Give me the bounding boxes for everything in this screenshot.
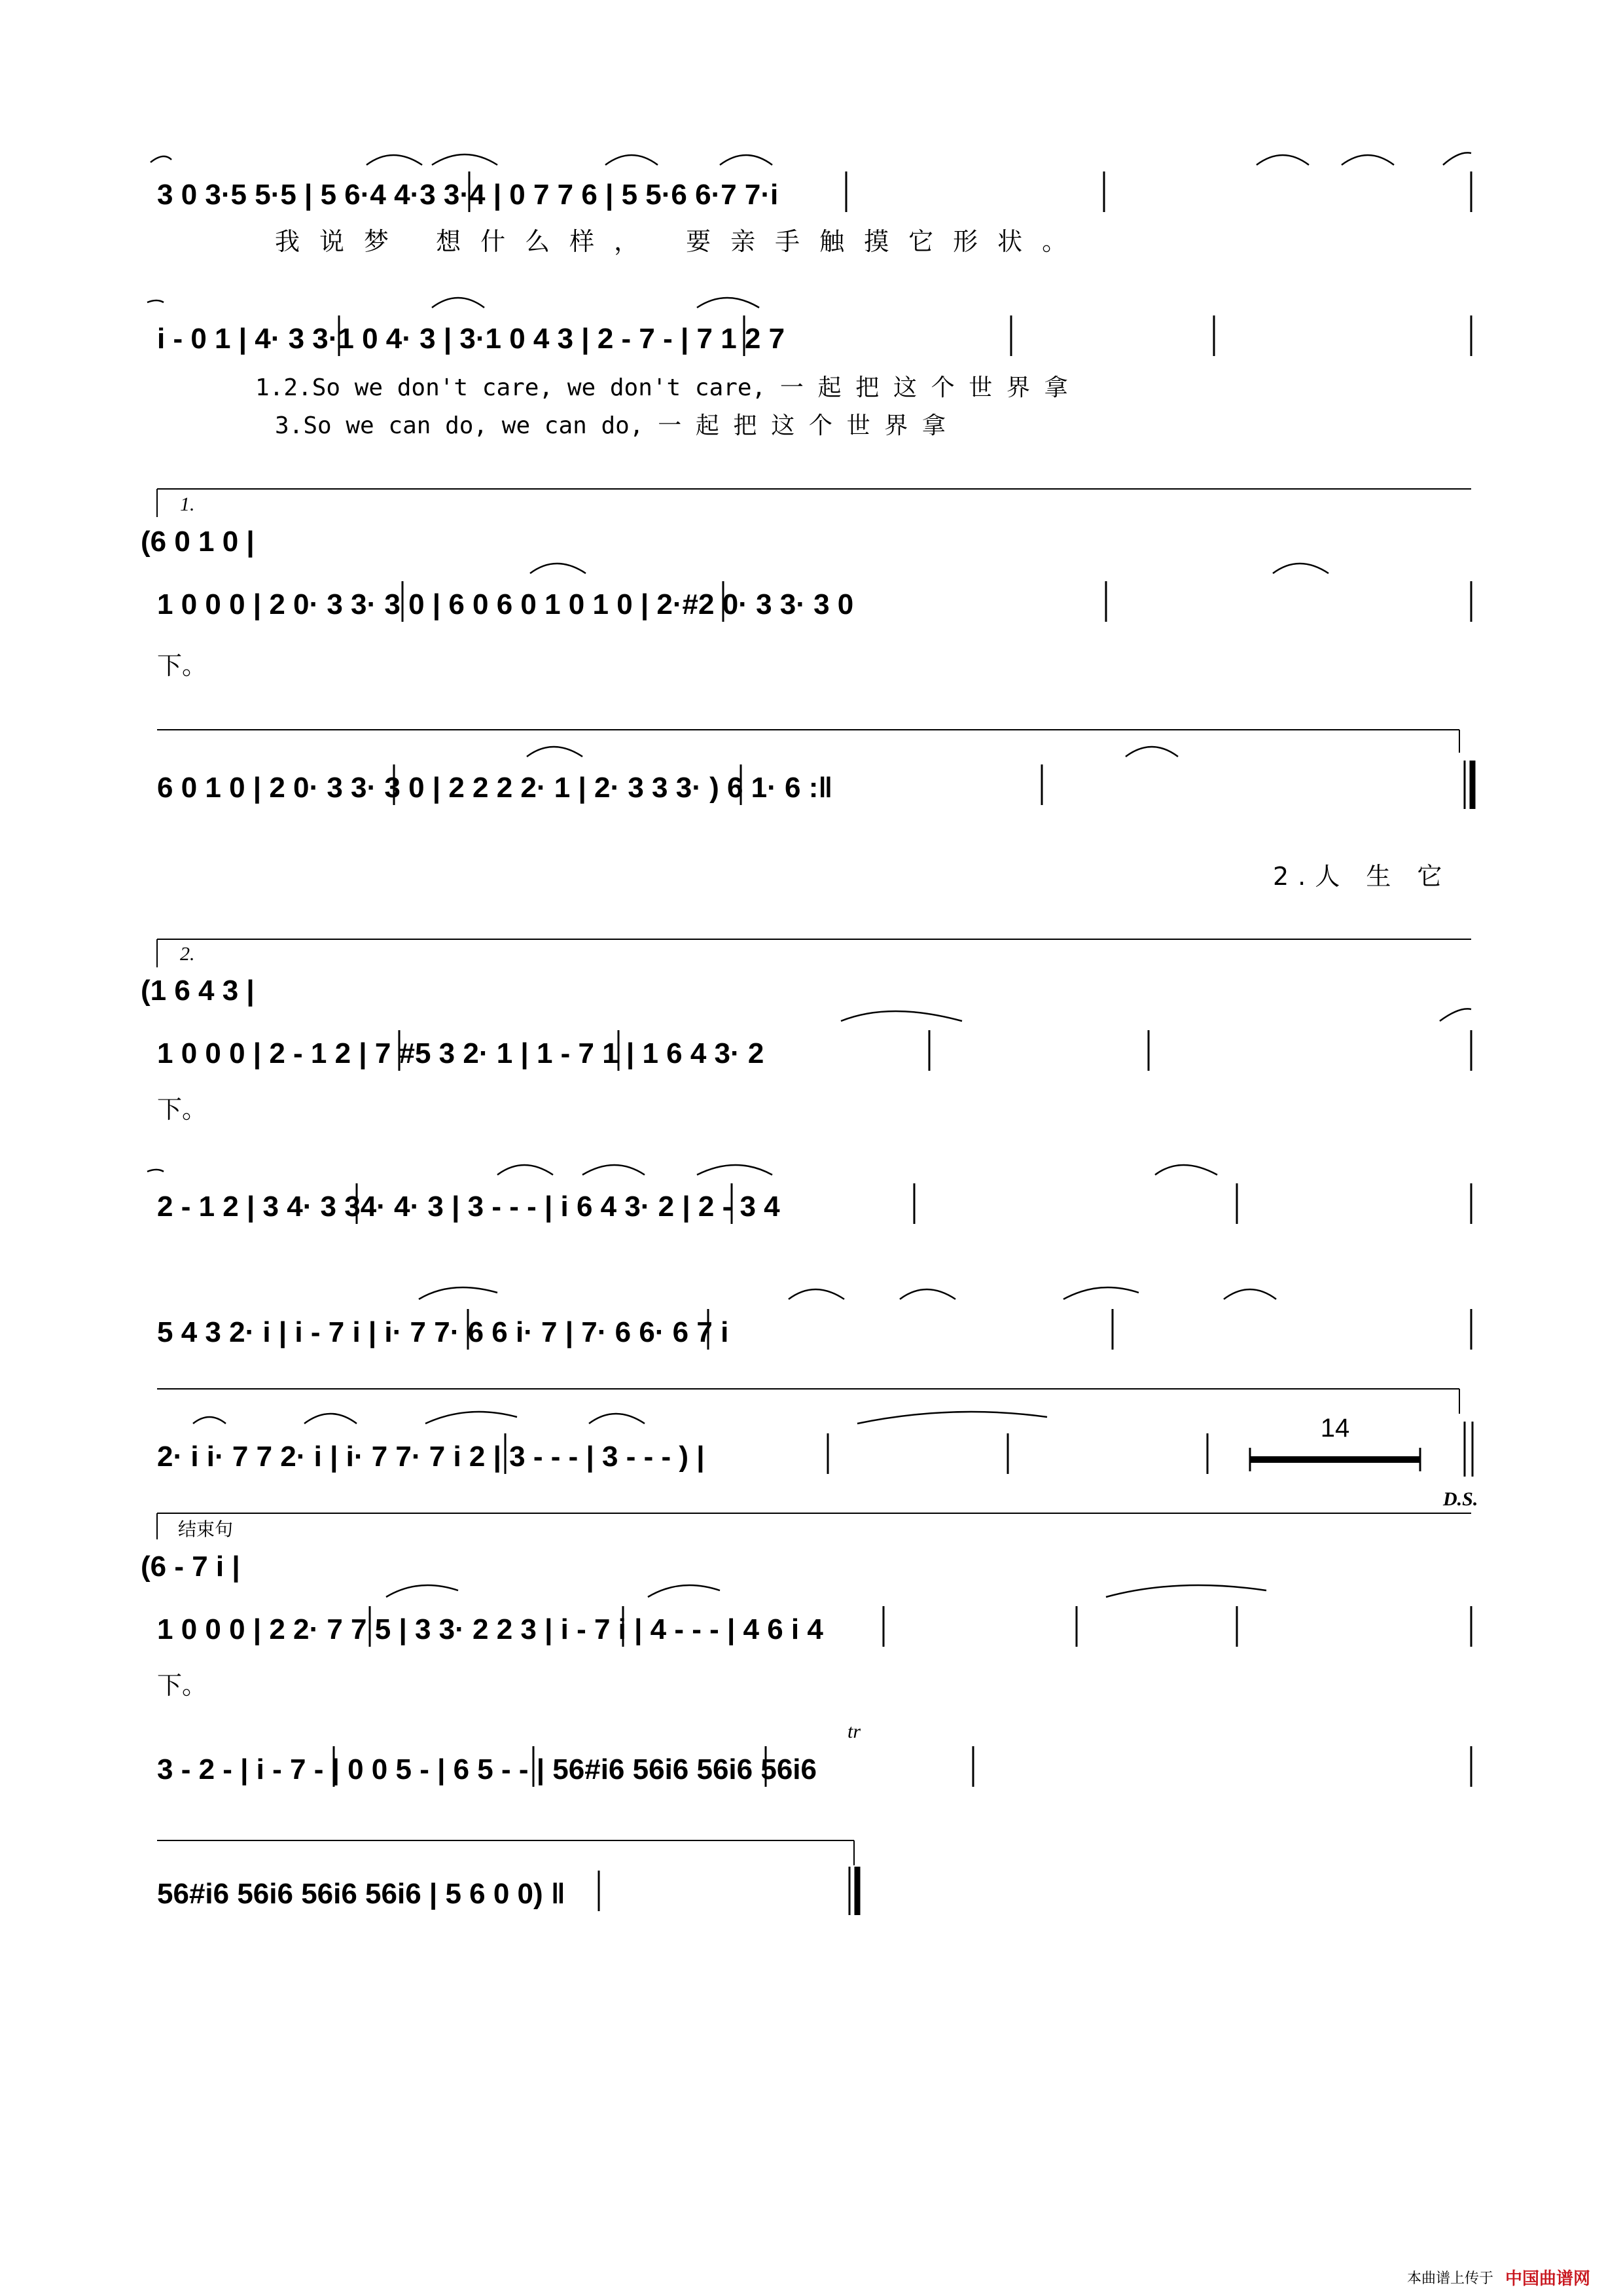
notes-row-10: 3 - 2 - | i - 7 - | 0 0 5 - | 6 5 - - | 56#i6 56i6 56i6 56i6: [157, 1753, 817, 1785]
lyrics-row-5: 下。: [157, 1095, 207, 1124]
footer: [1407, 2269, 1590, 2289]
lyrics-row-3: 下。: [157, 651, 207, 680]
trill-mark: tr: [847, 1721, 861, 1742]
volta-1-label: 1.: [180, 493, 195, 515]
system-6: [147, 1165, 1471, 1224]
notes-row-8: 2· i i· 7 7 2· i | i· 7 7· 7 i 2 | 3 - - - | 3 - - - ) |: [157, 1441, 705, 1473]
system-8: [157, 1389, 1478, 1510]
system-10: [157, 1721, 1471, 1787]
system-11: [157, 1840, 857, 1915]
multirest-count: 14: [1320, 1414, 1350, 1443]
lyrics-row-9: 下。: [157, 1671, 207, 1700]
lyrics-row-2b: 3.So we can do, we can do, 一 起 把 这 个 世 界 拿: [275, 412, 946, 439]
footer-brand: 中国曲谱网: [1505, 2269, 1591, 2289]
lyrics-row-4: 2.人 生 它: [1273, 862, 1452, 891]
notes-row-9b: 1 0 0 0 | 2 2· 7 7 5 | 3 3· 2 2 3 | i - 7 i | 4 - - - | 4 6 i 4: [157, 1613, 823, 1645]
notes-row-6: 2 - 1 2 | 3 4· 3 34· 4· 3 | 3 - - - | i 6 4 3· 2 | 2 - 3 4: [157, 1191, 780, 1223]
notes-row-5b: 1 0 0 0 | 2 - 1 2 | 7 #5 3 2· 1 | 1 - 7 1 | 1 6 4 3· 2: [157, 1037, 764, 1069]
system-2: [147, 298, 1471, 439]
notes-row-2: i - 0 1 | 4· 3 3·1 0 4· 3 | 3·1 0 4 3 | 2 - 7 - | 7 1 2 7: [157, 323, 785, 355]
notes-row-4: 6 0 1 0 | 2 0· 3 3· 3 0 | 2 2 2 2· 1 | 2· 3 3 3· ) 6 1· 6 :‖: [157, 772, 833, 804]
ending-label: 结束句: [178, 1519, 234, 1539]
notes-row-5a: (1 6 4 3 |: [141, 975, 255, 1007]
footer-text: 本曲谱上传于: [1407, 2270, 1494, 2287]
lyrics-row-1: 我说梦 想什么样， 要亲手触摸它形状。: [275, 227, 1087, 256]
notes-row-1: 3 0 3·5 5·5 | 5 6·4 4·3 3·4 | 0 7 7 6 | 5 5·6 6·7 7·i: [157, 179, 779, 211]
volta-2-label: 2.: [180, 943, 195, 965]
notes-row-11: 56#i6 56i6 56i6 56i6 | 5 6 0 0) ‖: [157, 1878, 565, 1910]
system-4: [157, 730, 1472, 891]
ds-marking: D.S.: [1443, 1488, 1478, 1510]
notes-row-9a: (6 - 7 i |: [141, 1551, 240, 1583]
system-7: [157, 1287, 1471, 1350]
system-1: [151, 152, 1471, 256]
notes-row-7: 5 4 3 2· i | i - 7 i | i· 7 7· 6 6 i· 7 | 7· 6 6· 6 7 i: [157, 1316, 729, 1348]
lyrics-row-2a: 1.2.So we don't care, we don't care, 一 起 把 这 个 世 界 拿: [255, 374, 1068, 401]
system-3-volta-1: [141, 489, 1471, 680]
system-9-coda: [141, 1513, 1471, 1700]
system-5-volta-2: [141, 939, 1471, 1124]
notes-row-3a: (6 0 1 0 |: [141, 526, 255, 558]
notes-row-3b: 1 0 0 0 | 2 0· 3 3· 3 0 | 6 0 6 0 1 0 1 0 | 2·#2 0· 3 3· 3 0: [157, 588, 854, 620]
